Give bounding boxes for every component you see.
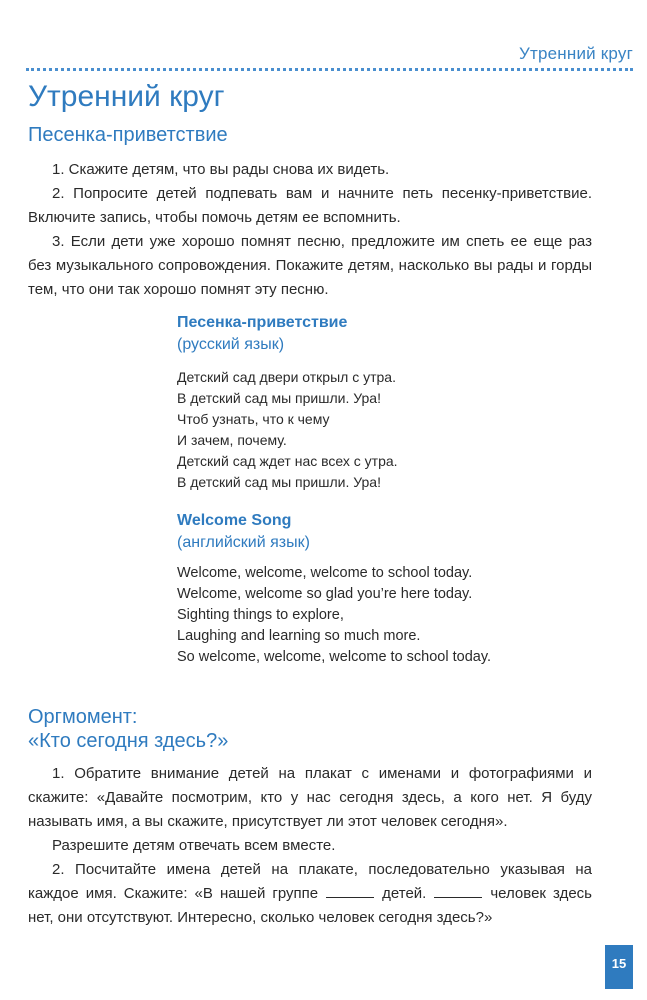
roll-call-text-b: детей. bbox=[382, 885, 427, 902]
song-en-subtitle: (английский язык) bbox=[177, 534, 310, 551]
lyric-line: Laughing and learning so much more. bbox=[177, 628, 421, 644]
lyric-line: Чтоб узнать, что к чему bbox=[177, 411, 330, 427]
instruction-2: 2. Попросите детей подпевать вам и начните петь песенку-приветствие. Включите запись, чтобы помочь детям ее вспомнить. bbox=[28, 185, 592, 226]
instruction-3: 3. Если дети уже хорошо помнят песню, предложите им спеть ее еще раз без музыкального сопровождения. Покажите детям, насколько вы рады и горды тем, что они так хорошо помнят эту песню. bbox=[28, 233, 592, 298]
page-number: 15 bbox=[605, 945, 633, 989]
lyric-line: И зачем, почему. bbox=[177, 432, 287, 448]
lyric-line: Welcome, welcome, welcome to school today. bbox=[177, 565, 473, 581]
lyric-line: В детский сад мы пришли. Ура! bbox=[177, 474, 381, 490]
section-heading-roll-call-2: «Кто сегодня здесь?» bbox=[28, 730, 229, 752]
lyric-line: So welcome, welcome, welcome to school today. bbox=[177, 649, 492, 665]
page-title: Утренний круг bbox=[28, 80, 225, 113]
lyric-line: Детский сад ждет нас всех с утра. bbox=[177, 453, 398, 469]
instruction-1: 1. Скажите детям, что вы рады снова их видеть. bbox=[52, 161, 390, 178]
song-ru-title: Песенка-приветствие bbox=[177, 314, 348, 331]
lyric-line: Sighting things to explore, bbox=[177, 607, 344, 623]
section-heading-greeting: Песенка-приветствие bbox=[28, 124, 228, 146]
song-ru-lyrics bbox=[177, 367, 398, 493]
roll-call-text-a: 2. Посчитайте имена детей на плакате, последовательно указывая на каждое имя. Скажите: «В нашей группе bbox=[28, 861, 592, 902]
lyric-line: В детский сад мы пришли. Ура! bbox=[177, 390, 381, 406]
section-heading-roll-call-1: Оргмомент: bbox=[28, 706, 138, 728]
roll-call-text-c: человек здесь нет, они отсутствуют. Интересно, сколько человек сегодня здесь?» bbox=[28, 885, 592, 926]
lyric-line: Детский сад двери открыл с утра. bbox=[177, 369, 396, 385]
roll-call-instruction-1: 1. Обратите внимание детей на плакат с именами и фотографиями и скажите: «Давайте посмотрим, кто у нас сегодня здесь, а кого нет. Я буду называть имя, а вы скажите, присутствует ли этот человек сегодня». bbox=[28, 765, 592, 830]
header-dotted-rule bbox=[26, 68, 633, 71]
song-en-title: Welcome Song bbox=[177, 512, 292, 529]
running-head: Утренний круг bbox=[519, 44, 633, 63]
song-en-lyrics bbox=[177, 563, 491, 668]
lyric-line: Welcome, welcome so glad you’re here today. bbox=[177, 586, 473, 602]
roll-call-instruction-3 bbox=[28, 858, 592, 930]
song-ru-subtitle: (русский язык) bbox=[177, 336, 285, 353]
blank-line bbox=[434, 885, 482, 898]
roll-call-instruction-2: Разрешите детям отвечать всем вместе. bbox=[52, 837, 336, 854]
blank-line bbox=[326, 885, 374, 898]
